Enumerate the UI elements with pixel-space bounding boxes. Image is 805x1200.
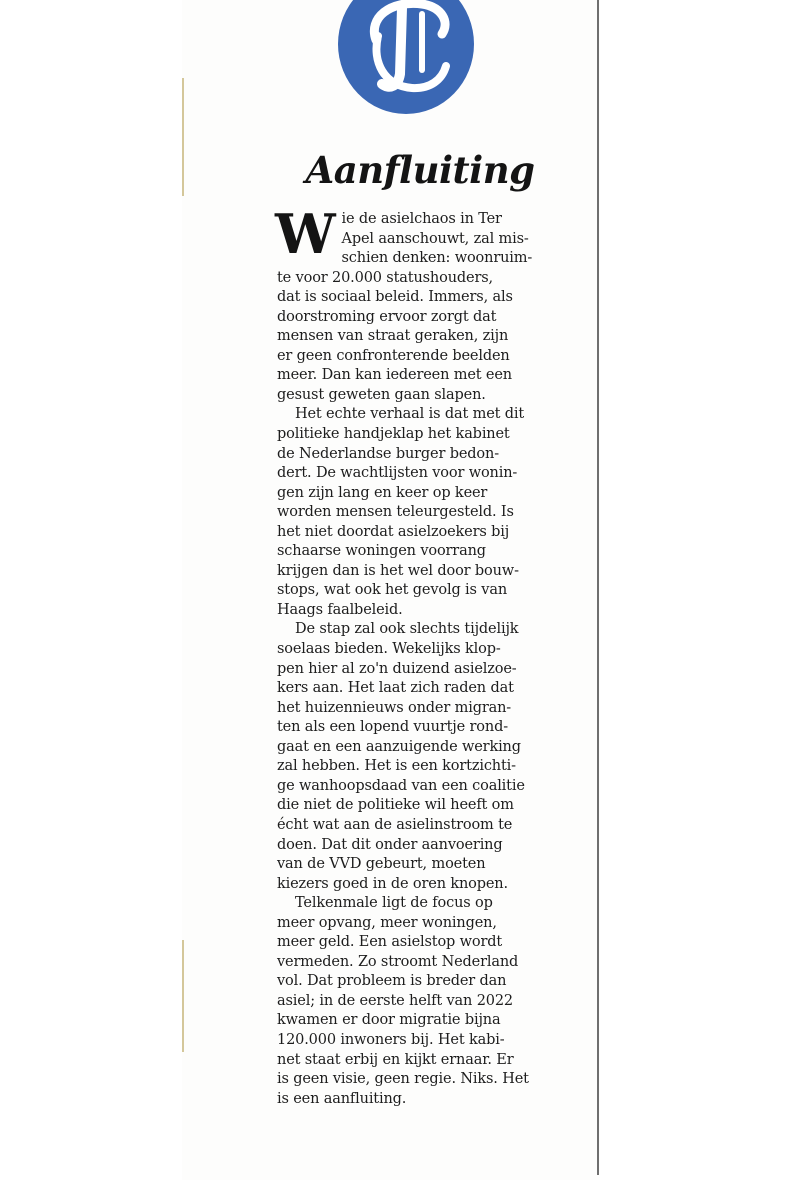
text-line: meer. Dan kan iedereen met een bbox=[277, 367, 512, 384]
text-line: mensen van straat geraken, zijn bbox=[277, 328, 509, 345]
text-line: krijgen dan is het wel door bouw- bbox=[277, 562, 519, 579]
text-line: kers aan. Het laat zich raden dat bbox=[277, 680, 514, 697]
text-line: die niet de politieke wil heeft om bbox=[277, 797, 514, 814]
text-line: zal hebben. Het is een kortzichti- bbox=[277, 758, 516, 775]
paragraph bbox=[277, 405, 569, 620]
newspaper-logo bbox=[338, 0, 474, 114]
text-line: is een aanfluiting. bbox=[277, 1090, 407, 1107]
logo-monogram-icon bbox=[338, 0, 474, 114]
column-rule bbox=[597, 0, 599, 1175]
text-line: vermeden. Zo stroomt Nederland bbox=[277, 953, 519, 970]
column-rule-mark bbox=[182, 78, 184, 196]
dropcap: W bbox=[275, 202, 336, 266]
text-line: kiezers goed in de oren knopen. bbox=[277, 875, 508, 892]
text-line: worden mensen teleurgesteld. Is bbox=[277, 504, 514, 521]
paragraph bbox=[277, 894, 569, 1109]
text-line: te voor 20.000 statushouders, bbox=[277, 269, 493, 286]
text-line: ge wanhoopsdaad van een coalitie bbox=[277, 777, 525, 794]
text-line: Het echte verhaal is dat met dit bbox=[295, 406, 525, 423]
text-line: 120.000 inwoners bij. Het kabi- bbox=[277, 1031, 505, 1048]
text-line: soelaas bieden. Wekelijks klop- bbox=[277, 641, 501, 658]
text-line: het niet doordat asielzoekers bij bbox=[277, 523, 510, 540]
text-line: ie de asielchaos in Ter bbox=[341, 211, 502, 227]
text-line: Telkenmale ligt de focus op bbox=[295, 895, 493, 912]
text-line: écht wat aan de asielinstroom te bbox=[277, 816, 513, 833]
left-margin bbox=[0, 0, 180, 1200]
text-line: schien denken: woonruim- bbox=[341, 250, 533, 267]
paragraph bbox=[277, 620, 569, 894]
text-line: het huizennieuws onder migran- bbox=[277, 699, 512, 716]
text-line: gaat en een aanzuigende werking bbox=[277, 738, 521, 755]
text-line: politieke handjeklap het kabinet bbox=[277, 426, 510, 443]
text-line: vol. Dat probleem is breder dan bbox=[277, 973, 507, 990]
text-line: net staat erbij en kijkt ernaar. Er bbox=[277, 1051, 514, 1068]
text-line: er geen confronterende beelden bbox=[277, 347, 510, 364]
text-line: gesust geweten gaan slapen. bbox=[277, 386, 486, 403]
article-body bbox=[275, 202, 569, 1109]
text-line: is geen visie, geen regie. Niks. Het bbox=[277, 1071, 529, 1088]
text-line: meer geld. Een asielstop wordt bbox=[277, 934, 503, 951]
text-line: schaarse woningen voorrang bbox=[277, 543, 486, 560]
text-line: ten als een lopend vuurtje rond- bbox=[277, 719, 508, 736]
right-margin bbox=[608, 0, 805, 1200]
text-line: stops, wat ook het gevolg is van bbox=[277, 582, 508, 599]
headline: Aanfluiting bbox=[305, 148, 535, 192]
text-line: van de VVD gebeurt, moeten bbox=[277, 856, 486, 873]
text-line: pen hier al zo'n duizend asielzoe- bbox=[277, 660, 517, 677]
text-line: asiel; in de eerste helft van 2022 bbox=[277, 992, 513, 1009]
text-line: Apel aanschouwt, zal mis- bbox=[341, 230, 529, 247]
text-line: kwamen er door migratie bijna bbox=[277, 1012, 501, 1029]
text-line: dert. De wachtlijsten voor wonin- bbox=[277, 465, 518, 482]
text-line: gen zijn lang en keer op keer bbox=[277, 484, 488, 501]
text-line: Haags faalbeleid. bbox=[277, 601, 403, 618]
column-rule-mark bbox=[182, 940, 184, 1052]
text-line: doorstroming ervoor zorgt dat bbox=[277, 308, 497, 325]
text-line: de Nederlandse burger bedon- bbox=[277, 445, 499, 462]
text-line: meer opvang, meer woningen, bbox=[277, 914, 497, 931]
text-line: dat is sociaal beleid. Immers, als bbox=[277, 289, 513, 306]
text-line: doen. Dat dit onder aanvoering bbox=[277, 836, 503, 853]
text-line: De stap zal ook slechts tijdelijk bbox=[295, 621, 519, 638]
